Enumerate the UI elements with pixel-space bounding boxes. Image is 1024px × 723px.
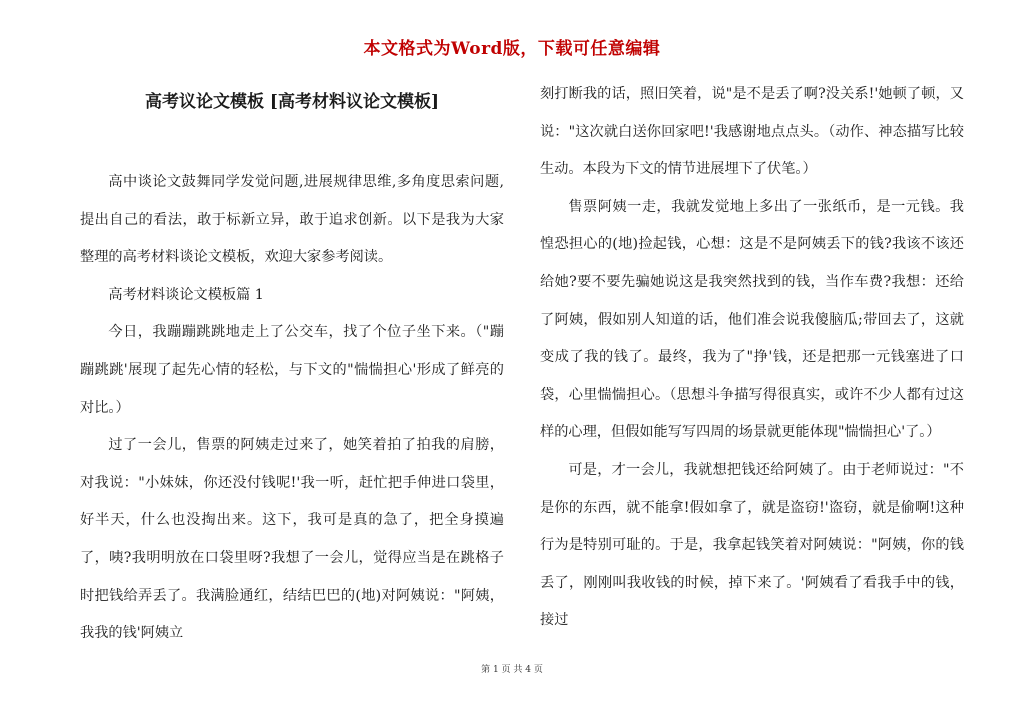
paragraph-4: 可是，才一会儿，我就想把钱还给阿姨了。由于老师说过："不是你的东西，就不能拿!假如拿了，就是盗窃!'盗窃，就是偷啊!这种行为是特别可耻的。于是，我拿起钱笑着对阿姨说："阿姨，你的钱丢了，刚刚叫我收钱的时候，掉下来了。'阿姨看了看我手中的钱，接过 [540,461,964,629]
paragraph-1: 今日，我蹦蹦跳跳地走上了公交车，找了个位子坐下来。（"蹦蹦跳跳'展现了起先心情的轻松，与下文的"惴惴担心'形成了鲜亮的对比。） [80,324,504,416]
left-column [80,80,504,653]
word-format-banner: 本文格式为Word版，下载可任意编辑 [363,39,661,59]
paragraph-3: 售票阿姨一走，我就发觉地上多出了一张纸币，是一元钱。我惶恐担心的(地)捡起钱，心想：这是不是阿姨丢下的钱?我该不该还给她?要不要先骗她说这是我突然找到的钱，当作车费?我想：还给了阿姨，假如别人知道的话，他们准会说我傻脑瓜;带回去了，这就变成了我的钱了。最终，我为了"挣'钱，还是把那一元钱塞进了口袋，心里惴惴担心。（思想斗争描写得很真实，或许不少人都有过这样的心理，但假如能写写四周的场景就更能体现"惴惴担心'了。） [540,198,964,441]
paragraph-continued: 刻打断我的话，照旧笑着，说"是不是丢了啊?没关系!'她顿了顿，又说："这次就白送你回家吧!'我感谢地点点头。（动作、神态描写比较生动。本段为下文的情节进展埋下了伏笔。） [540,86,964,178]
paragraph-2: 过了一会儿，售票的阿姨走过来了，她笑着拍了拍我的肩膀，对我说："小妹妹，你还没付钱呢!'我一听，赶忙把手伸进口袋里，好半天，什么也没掏出来。这下，我可是真的急了，把全身摸遍了，咦?我明明放在口袋里呀?我想了一会儿，觉得应当是在跳格子时把钱给弄丢了。我满脸通红，结结巴巴的(地)对阿姨说："阿姨，我我的钱'阿姨立 [80,437,504,642]
right-column [540,76,964,640]
document-title: 高考议论文模板 [高考材料议论文模板] [144,92,439,112]
intro-paragraph: 高中谈论文鼓舞同学发觉问题,进展规律思维,多角度思索问题,提出自己的看法，敢于标新立异，敢于追求创新。以下是我为大家整理的高考材料谈论文模板，欢迎大家参考阅读。 [80,174,504,266]
page-number-footer: 第 1 页 共 4 页 [481,665,543,675]
section-heading: 高考材料谈论文模板篇 1 [108,286,264,303]
